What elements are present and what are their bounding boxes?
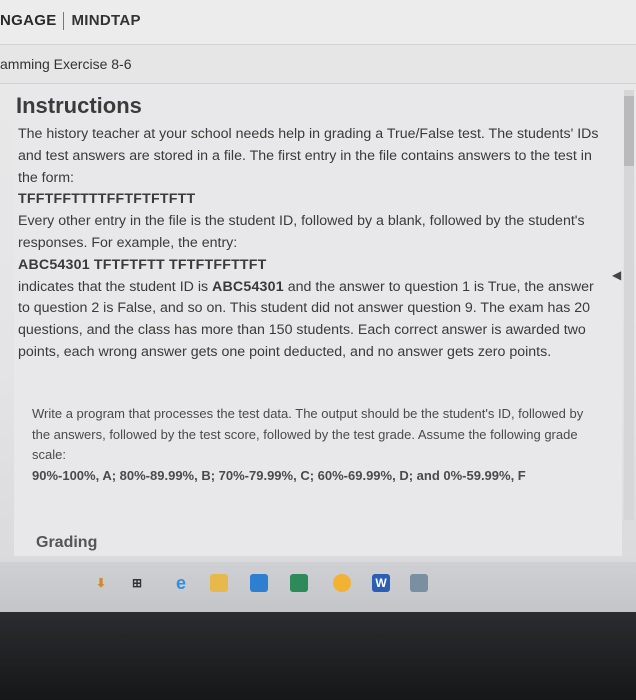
task-paragraph: Write a program that processes the test data. The output should be the student's ID, followed by the answers, followed by the test score, followed by the test grade. Assume the following grade scale:	[32, 406, 584, 462]
instructions-paragraph-2: Every other entry in the file is the student ID, followed by a blank, followed by the student's responses. For example, the entry:	[18, 213, 585, 251]
exercise-bar	[0, 45, 636, 84]
p3-post: and the answer to question 1 is True, the answer to question 2 is False, and so on. This student did not answer question 9. The exam has 20 questions, and the class has more than 150 students. Each correct answer is awarded two points, each wrong answer gets one point deducted, and no answer gets zero points.	[18, 278, 594, 360]
p3-student-id: ABC54301	[212, 278, 284, 295]
exercise-title: amming Exercise 8-6	[0, 56, 132, 72]
scrollbar-thumb[interactable]	[624, 96, 634, 166]
top-bar	[0, 0, 636, 45]
word-icon[interactable]: W	[372, 574, 390, 592]
task-description	[32, 404, 592, 486]
chrome-icon[interactable]	[333, 574, 351, 592]
monitor-bezel	[0, 612, 636, 700]
task-view-icon[interactable]: ⊞	[131, 576, 143, 590]
edge-icon[interactable]: e	[175, 572, 186, 593]
brand-name: NGAGE	[0, 12, 57, 29]
product-name: MINDTAP	[71, 12, 141, 29]
grading-label[interactable]: Grading	[36, 534, 98, 551]
notification-icon[interactable]: ⬇	[95, 576, 107, 590]
mouse-cursor-icon: ◀	[612, 268, 622, 282]
instructions-paragraph-1: The history teacher at your school needs help in grading a True/False test. The students' IDs and test answers are stored in a file. The first entry in the file contains answers to the test in the form:	[18, 126, 599, 186]
answer-key: TFFTFFTTTTFFTFTFTFTT	[18, 191, 196, 208]
brand-divider	[63, 12, 64, 30]
photos-icon[interactable]	[410, 574, 428, 592]
instructions-body	[18, 124, 603, 364]
instructions-paragraph-3	[18, 277, 603, 364]
grade-scale: 90%-100%, A; 80%-89.99%, B; 70%-79.99%, C; 60%-69.99%, D; and 0%-59.99%, F	[32, 467, 526, 483]
sample-entry: ABC54301 TFTFTFTT TFTFTFFTTFT	[18, 256, 267, 273]
p3-pre: indicates that the student ID is	[18, 278, 213, 295]
brand-logo	[0, 12, 141, 30]
file-explorer-icon[interactable]	[210, 574, 228, 592]
store-icon[interactable]	[250, 574, 268, 592]
instructions-heading: Instructions	[16, 93, 142, 118]
app-icon[interactable]	[290, 574, 308, 592]
